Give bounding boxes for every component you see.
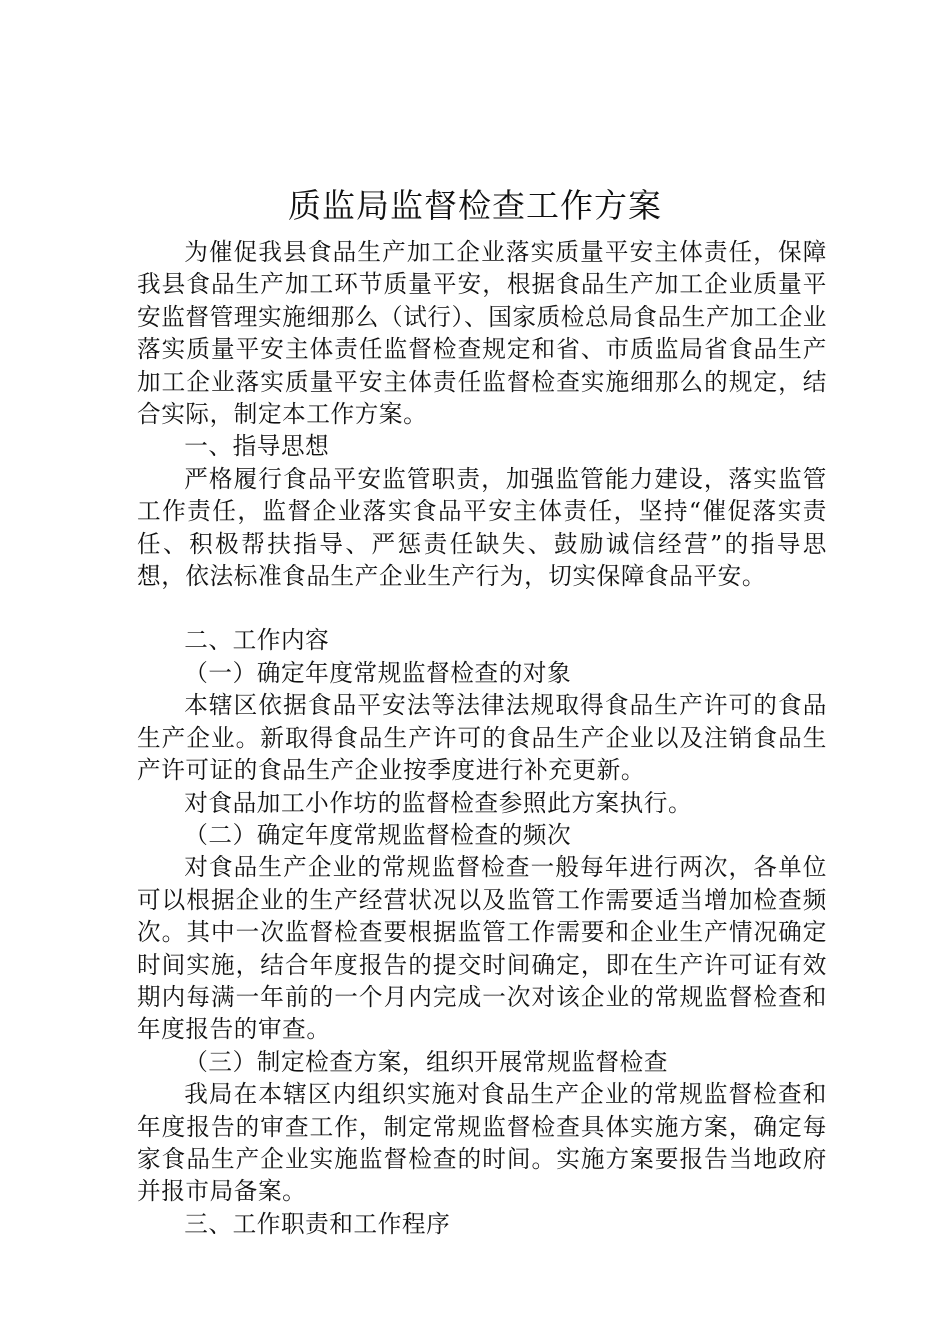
section-heading-duties-procedures: 三、工作职责和工作程序 xyxy=(184,1209,451,1238)
workshop-note-paragraph: 对食品加工小作坊的监督检查参照此方案执行。 xyxy=(184,788,693,817)
inspection-plan-paragraph: 我局在本辖区内组织实施对食品生产企业的常规监督检查和年度报告的审查工作，制定常规监督检查具体实施方案，确定每家食品生产企业实施监督检查的时间。实施方案要报告当地政府并报市局备案。 xyxy=(137,1080,827,1206)
document-title: 质监局监督检查工作方案 xyxy=(288,186,662,225)
subheading-inspection-targets: （一）确定年度常规监督检查的对象 xyxy=(184,658,572,687)
section-heading-guiding-thought: 一、指导思想 xyxy=(184,432,330,461)
intro-paragraph: 为催促我县食品生产加工企业落实质量平安主体责任，保障我县食品生产加工环节质量平安，根据食品生产加工企业质量平安监督管理实施细那么（试行）、国家质检总局食品生产加工企业落实质量平安主体责任监督检查规定和省、市质监局省食品生产加工企业落实质量平安主体责任监督检查实施细那么的规定，结合实际，制定本工作方案。 xyxy=(137,238,827,429)
inspection-frequency-paragraph: 对食品生产企业的常规监督检查一般每年进行两次，各单位可以根据企业的生产经营状况以及监管工作需要适当增加检查频次。其中一次监督检查要根据监管工作需要和企业生产情况确定时间实施，结合年度报告的提交时间确定，即在生产许可证有效期内每满一年前的一个月内完成一次对该企业的常规监督检查和年度报告的审查。 xyxy=(137,853,827,1044)
section-heading-work-content: 二、工作内容 xyxy=(184,626,330,655)
subheading-inspection-plan: （三）制定检查方案，组织开展常规监督检查 xyxy=(184,1047,669,1076)
guiding-thought-paragraph: 严格履行食品平安监管职责，加强监管能力建设，落实监管工作责任，监督企业落实食品平安主体责任，坚持“催促落实责任、积极帮扶指导、严惩责任缺失、鼓励诚信经营”的指导思想，依法标准食品生产企业生产行为，切实保障食品平安。 xyxy=(137,464,827,591)
inspection-targets-paragraph: 本辖区依据食品平安法等法律法规取得食品生产许可的食品生产企业。新取得食品生产许可的食品生产企业以及注销食品生产许可证的食品生产企业按季度进行补充更新。 xyxy=(137,691,827,785)
subheading-inspection-frequency: （二）确定年度常规监督检查的频次 xyxy=(184,820,572,849)
paragraph-gap xyxy=(137,592,827,624)
document-body xyxy=(137,236,827,1240)
